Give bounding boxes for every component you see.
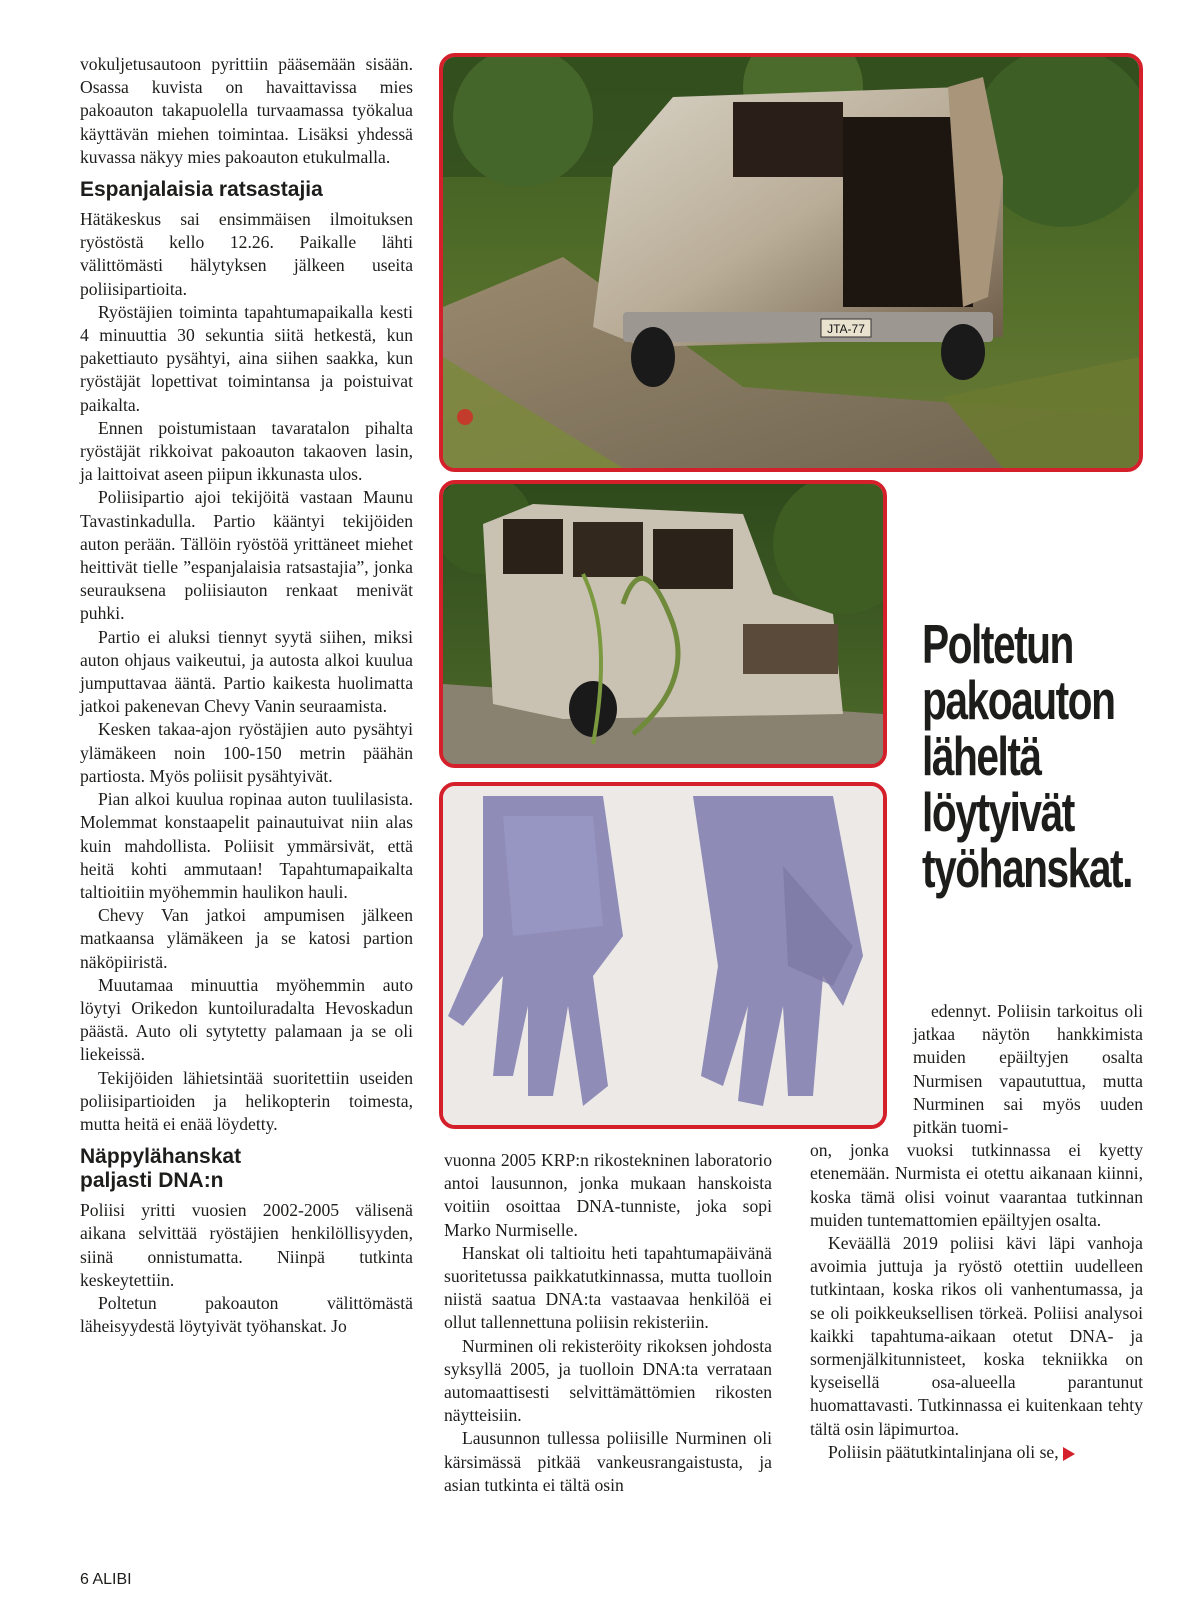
- paragraph: vokuljetusautoon pyrittiin pääsemään sisään. Osassa kuvista on havaittavissa mies pakoauton takapuolella turvaamassa työkalua käyttävän miehen toimintaa. Lisäksi yhdessä kuvassa näkyy mies pakoauton etukulmalla.: [80, 54, 413, 167]
- paragraph: edennyt. Poliisin tarkoitus oli jatkaa näytön hankkimista muiden epäiltyjen osalta Nurmisen vapaututtua, mutta Nurminen sai myös uuden pitkän tuomi-: [913, 1001, 1143, 1138]
- paragraph: Nurminen oli rekisteröity rikoksen johdosta syksyllä 2005, ja tuolloin DNA:ta verrataan automaattisesti selvittämättömien rikosten näytteisiin.: [444, 1335, 772, 1426]
- article-column-3: [810, 1000, 1143, 1464]
- paragraph: Chevy Van jatkoi ampumisen jälkeen matkaansa ylämäkeen ja se katosi partion näköpiiristä.: [80, 905, 413, 972]
- paragraph: Ryöstäjien toiminta tapahtumapaikalla kesti 4 minuuttia 30 sekuntia siitä hetkestä, kun pakettiauto pysähtyi, aina siihen saakka, kun ryöstäjät lopettivat toimintansa ja poistuivat paikalta.: [80, 301, 413, 415]
- burned-van-front-image: [443, 484, 883, 764]
- paragraph: Kesken takaa-ajon ryöstäjien auto pysähtyi ylämäkeen noin 100-150 metrin päähän partiosta. Myös poliisit pysähtyivät.: [80, 719, 413, 786]
- paragraph: Poltetun pakoauton välittömästä läheisyydestä löytyivät työhanskat. Jo: [80, 1292, 413, 1337]
- headline-line: pakoauton: [922, 669, 1115, 731]
- burned-van-rear-image: [443, 57, 1139, 468]
- headline-line: läheltä: [922, 725, 1041, 787]
- paragraph: Muutamaa minuuttia myöhemmin auto löytyi Orikedon kuntoiluradalta Hevoskadun päästä. Auto oli sytytetty palamaan ja se oli liekeissä.: [80, 974, 413, 1065]
- paragraph: Partio ei aluksi tiennyt syytä siihen, miksi auton ohjaus vaikeutui, ja autosta alkoi kuulua jumputtavaa ääntä. Partio kaikesta huolimatta jatkoi pakenevan Chevy Vanin seuraamista.: [80, 626, 413, 717]
- paragraph: vuonna 2005 KRP:n rikostekninen laboratorio antoi lausunnon, jonka mukaan hanskoista voitiin osoittaa DNA-tunniste, joka sopi Marko Nurmiselle.: [444, 1150, 772, 1240]
- paragraph: on, jonka vuoksi tutkinnassa ei kyetty etenemään. Nurmista ei otettu aikanaan kiinni, koska tämä olisi voinut vaarantaa tutkinnan muiden tuntemattomien epäiltyjen osalta.: [810, 1140, 1143, 1230]
- photo-burned-van-rear: [439, 53, 1143, 472]
- paragraph: Pian alkoi kuulua ropinaa auton tuulilasista. Molemmat konstaapelit painautuivat niin alas kuin mahdollista. Poliisit ymmärsivät, että heitä kohti ammutaan! Tapahtumapaikalta taltioitiin myöhemmin haulikon hauli.: [80, 789, 413, 902]
- paragraph: Tekijöiden lähietsintää suoritettiin useiden poliisipartioiden ja helikopterin toimesta, mutta heitä ei enää löydetty.: [80, 1067, 413, 1134]
- pull-quote-headline: [922, 613, 1132, 899]
- paragraph-text: Poliisin päätutkintalinjana oli se,: [828, 1441, 1059, 1462]
- paragraph: Poliisi yritti vuosien 2002-2005 välisenä aikana selvittää ryöstäjien henkilöllisyyden, siinä onnistumatta. Niinpä tutkinta keskeytettiin.: [80, 1200, 413, 1290]
- license-plate: JTA-77: [827, 322, 865, 336]
- paragraph: Hanskat oli taltioitu heti tapahtumapäivänä suoritetussa paikkatutkinnassa, mutta tuolloin niistä saatua DNA:ta vastaavaa henkilöä ei ollut tallennettuna poliisin rekisteriin.: [444, 1242, 772, 1333]
- headline-line: työhanskat.: [922, 837, 1132, 899]
- subheading-espanjalaisia: Espanjalaisia ratsastajia: [80, 178, 323, 202]
- paragraph: Hätäkeskus sai ensimmäisen ilmoituksen ryöstöstä kello 12.26. Paikalle lähti välittömästi hälytyksen jälkeen useita poliisipartioita.: [80, 209, 413, 299]
- paragraph: [810, 1441, 1143, 1464]
- subheading-line: paljasti DNA:n: [80, 1169, 224, 1193]
- headline-line: Poltetun: [922, 613, 1073, 675]
- subheading-nappylahanskat: [80, 1145, 413, 1193]
- paragraph: Poliisipartio ajoi tekijöitä vastaan Maunu Tavastinkadulla. Partio kääntyi tekijöiden auton perään. Tällöin ryöstöä yrittäneet miehet heittivät tielle ”espanjalaisia ratsastajia”, jonka seurauksena poliisiauton renkaat menivät puhki.: [80, 487, 413, 624]
- headline-line: löytyivät: [922, 781, 1074, 843]
- page-footer: 6 ALIBI: [80, 1571, 132, 1588]
- paragraph: Keväällä 2019 poliisi kävi läpi vanhoja avoimia juttuja ja ryöstö otettiin uudelleen tutkintaan, koska rikos oli vanhentumassa, ja se oli poikkeuksellisen törkeä. Poliisi analysoi kaikki tapahtuma-aikaan otetut DNA- ja sormenjälkitunnisteet, koska tekniikka on kyseisellä osa-alueella parantunut huomattavasti. Tutkinnassa ei kuitenkaan tehty tältä osin läpimurtoa.: [810, 1233, 1143, 1439]
- column-3-full-text: [810, 1139, 1143, 1464]
- paragraph: Lausunnon tullessa poliisille Nurminen oli kärsimässä pitkää vankeusrangaistusta, ja asian tutkinta ei tältä osin: [444, 1428, 772, 1495]
- paragraph: Ennen poistumistaan tavaratalon pihalta ryöstäjät rikkoivat pakoauton takaoven lasin, ja laittoivat aseen piipun ikkunasta ulos.: [80, 417, 413, 485]
- subheading-line: Näppylähanskat: [80, 1145, 242, 1169]
- article-column-2: [444, 1149, 772, 1497]
- photo-burned-van-front: [439, 480, 887, 768]
- continue-arrow-icon: [1063, 1447, 1075, 1461]
- article-column-1: [80, 53, 413, 1338]
- column-3-wrapped-text: [913, 1000, 1143, 1139]
